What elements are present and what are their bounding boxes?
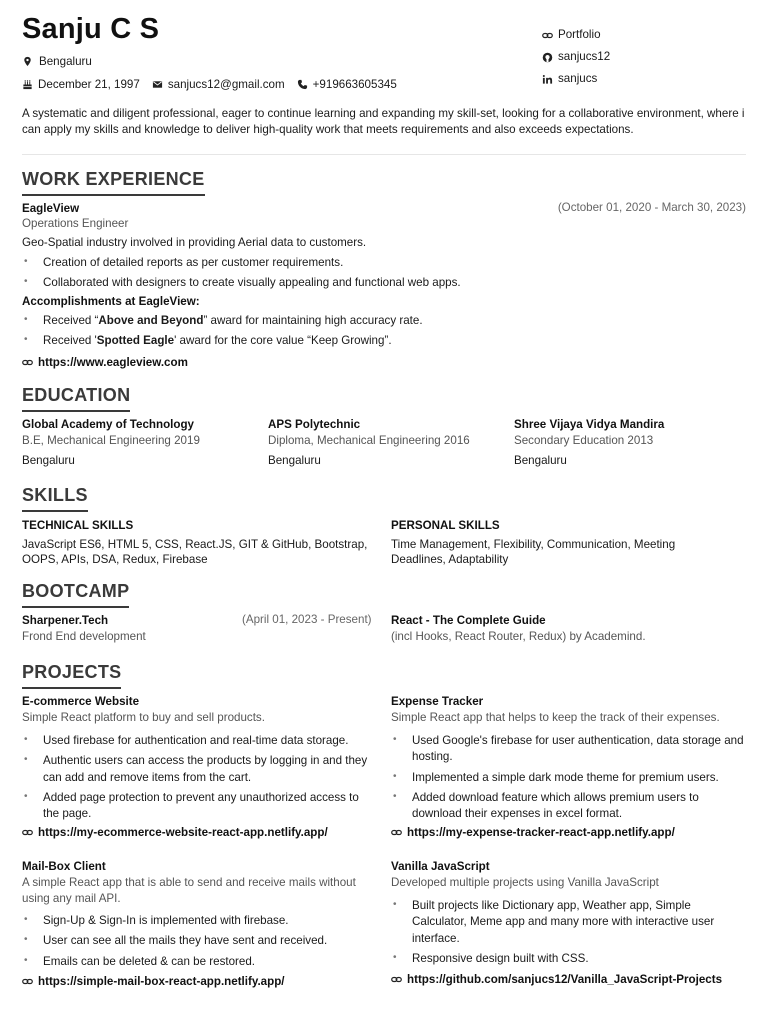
location-text: Bengaluru [39, 55, 92, 68]
project-url[interactable] [391, 972, 722, 987]
bootcamp-focus: Frond End development [22, 630, 146, 643]
project-item [22, 859, 378, 974]
project-bullets [22, 913, 378, 970]
list-item [22, 313, 746, 329]
dob [22, 77, 140, 92]
linkedin-icon [542, 74, 553, 85]
map-pin-icon [22, 56, 33, 67]
location [22, 54, 92, 69]
list-item: • Used Google's firebase for user authentication, data storage and hosting. [391, 733, 746, 766]
acc-1-post: ” award for maintaining high accuracy rate. [203, 314, 423, 327]
list-item: • Used firebase for authentication and real-time data storage. [22, 733, 378, 749]
dob-text: December 21, 1997 [38, 78, 140, 91]
list-item: • Collaborated with designers to create visually appealing and functional web apps. [22, 275, 746, 291]
list-item: • Creation of detailed reports as per customer requirements. [22, 255, 746, 271]
degree: Diploma, Mechanical Engineering 2016 [268, 434, 470, 448]
work-description: Geo-Spatial industry involved in providing Aerial data to customers. [22, 236, 367, 249]
school-name: APS Polytechnic [268, 418, 361, 431]
project-url-text[interactable]: https://my-ecommerce-website-react-app.netlify.app/ [38, 826, 328, 839]
school-city: Bengaluru [268, 453, 321, 467]
school-name: Shree Vijaya Vidya Mandira [514, 418, 665, 431]
project-item [391, 859, 746, 971]
project-item [391, 694, 746, 827]
education-item [268, 417, 508, 468]
personal-skills: Time Management, Flexibility, Communication, Meeting Deadlines, Adaptability [391, 538, 676, 567]
project-name: Expense Tracker [391, 695, 484, 708]
link-icon [391, 827, 402, 838]
personal-skills-title: PERSONAL SKILLS [391, 519, 500, 532]
bootcamp-course: React - The Complete Guide [391, 614, 546, 627]
technical-skills-title: TECHNICAL SKILLS [22, 519, 134, 532]
link-icon [391, 974, 402, 985]
project-url[interactable] [22, 825, 328, 840]
project-name: Vanilla JavaScript [391, 860, 490, 873]
list-item: • Added page protection to prevent any unauthorized access to the page. [22, 790, 378, 823]
github-label[interactable]: sanjucs12 [558, 50, 611, 64]
contact-row [22, 77, 397, 92]
list-item: • Sign-Up & Sign-In is implemented with firebase. [22, 913, 378, 929]
project-url[interactable] [391, 825, 675, 840]
section-title-skills: SKILLS [22, 484, 88, 512]
accomplishments-title: Accomplishments at EagleView: [22, 295, 200, 308]
project-name: E-commerce Website [22, 695, 140, 708]
email[interactable] [152, 77, 285, 92]
project-url-text[interactable]: https://simple-mail-box-react-app.netlify.app/ [38, 975, 285, 988]
phone-link[interactable]: +919663605345 [312, 78, 397, 91]
list-item: • Emails can be deleted & can be restored. [22, 954, 378, 970]
acc-2-post: ' award for the core value “Keep Growing”. [174, 334, 392, 348]
school-name: Global Academy of Technology [22, 418, 194, 431]
list-item: • Added download feature which allows premium users to download their expenses in excel format. [391, 790, 746, 823]
acc-2-pre: Received ' [43, 334, 97, 348]
portfolio-link[interactable] [542, 24, 610, 46]
work-bullets [22, 255, 746, 296]
project-url-text[interactable]: https://my-expense-tracker-react-app.netlify.app/ [407, 826, 675, 839]
project-description: Simple React platform to buy and sell products. [22, 711, 265, 725]
portfolio-label[interactable]: Portfolio [558, 28, 601, 42]
technical-skills: JavaScript ES6, HTML 5, CSS, React.JS, GIT & GitHub, Bootstrap, OOPS, APIs, DSA, Redux, Firebase [22, 538, 368, 567]
divider [22, 154, 746, 155]
accomplishments-list [22, 313, 746, 354]
linkedin-label[interactable]: sanjucs [558, 72, 598, 86]
phone-icon [297, 79, 308, 90]
project-item [22, 694, 378, 827]
bootcamp-dates: (April 01, 2023 - Present) [242, 613, 372, 626]
email-link[interactable]: sanjucs12@gmail.com [167, 78, 285, 91]
project-description: Developed multiple projects using Vanilla JavaScript [391, 876, 659, 890]
section-title-work: WORK EXPERIENCE [22, 168, 205, 196]
education-item [22, 417, 262, 468]
degree: Secondary Education 2013 [514, 434, 654, 448]
project-bullets [391, 898, 746, 968]
project-url-text[interactable]: https://github.com/sanjucs12/Vanilla_JavaScript-Projects [407, 973, 723, 986]
list-item: • Built projects like Dictionary app, Weather app, Simple Calculator, Meme app and many more with interactive user interface. [391, 898, 746, 947]
profile-links [542, 24, 610, 90]
list-item: • Responsive design built with CSS. [391, 951, 746, 967]
school-city: Bengaluru [22, 453, 75, 467]
work-url-text[interactable]: https://www.eagleview.com [38, 356, 188, 369]
project-url[interactable] [22, 974, 285, 989]
section-title-projects: PROJECTS [22, 661, 121, 689]
project-bullets [391, 733, 746, 823]
project-bullets [22, 733, 378, 823]
education-item [514, 417, 746, 468]
link-icon [22, 976, 33, 987]
degree: B.E, Mechanical Engineering 2019 [22, 434, 200, 448]
work-dates: (October 01, 2020 - March 30, 2023) [557, 201, 746, 214]
link-icon [22, 827, 33, 838]
link-icon [542, 30, 553, 41]
summary: A systematic and diligent professional, eager to continue learning and expanding my skill-set, looking for a collaborative environment, where i can apply my skills and knowledge to deliver high-quality work that meets requirements and also exceeds expectations. [22, 107, 745, 137]
envelope-icon [152, 79, 163, 90]
section-title-education: EDUCATION [22, 384, 130, 412]
phone[interactable] [297, 77, 397, 92]
project-description: Simple React app that helps to keep the track of their expenses. [391, 711, 720, 725]
link-icon [22, 357, 33, 368]
school-city: Bengaluru [514, 453, 567, 467]
section-title-bootcamp: BOOTCAMP [22, 580, 129, 608]
list-item [22, 333, 746, 349]
work-url[interactable] [22, 355, 188, 370]
bootcamp-org: Sharpener.Tech [22, 614, 109, 627]
resume-page [22, 0, 746, 1024]
list-item: • Implemented a simple dark mode theme for premium users. [391, 770, 746, 786]
github-link[interactable] [542, 46, 610, 68]
project-description: A simple React app that is able to send and receive mails without using any mail API. [22, 876, 356, 905]
project-name: Mail-Box Client [22, 860, 106, 873]
work-role: Operations Engineer [22, 217, 129, 230]
candidate-name: Sanju C S [22, 13, 160, 45]
birthday-cake-icon [22, 79, 33, 90]
list-item: • Authentic users can access the products by logging in and they can add and remove items from the cart. [22, 753, 378, 786]
github-icon [542, 52, 553, 63]
work-company: EagleView [22, 202, 80, 215]
acc-1-award: Above and Beyond [98, 314, 204, 327]
acc-2-award: Spotted Eagle [96, 334, 175, 348]
acc-1-pre: Received “ [43, 314, 99, 327]
linkedin-link[interactable] [542, 68, 610, 90]
bootcamp-course-desc: (incl Hooks, React Router, Redux) by Academind. [391, 630, 646, 643]
list-item: • User can see all the mails they have sent and received. [22, 933, 378, 949]
